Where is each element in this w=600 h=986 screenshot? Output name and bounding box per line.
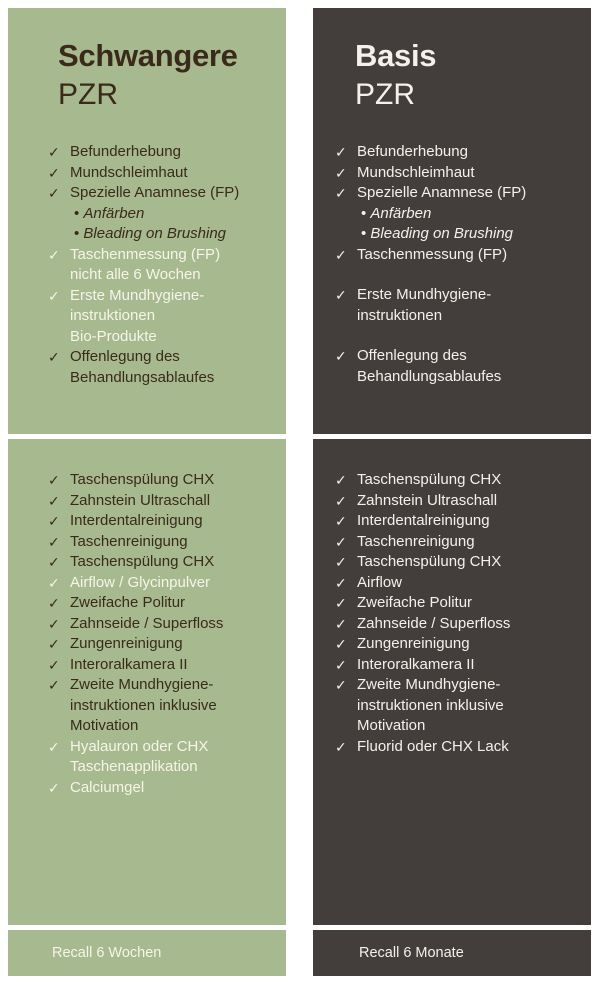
schwangere-initial-list <box>48 142 276 388</box>
list-item <box>335 532 581 553</box>
check-icon: ✓ <box>48 513 60 529</box>
item-text: Erste Mundhygiene- <box>70 286 205 304</box>
item-text: Taschenapplikation <box>70 758 198 775</box>
check-icon: ✓ <box>335 677 347 693</box>
item-text: Airflow <box>357 573 403 591</box>
item-text: Mundschleimhaut <box>357 163 475 181</box>
title-line2: PZR <box>58 78 118 111</box>
item-text: Zungenreinigung <box>357 635 470 652</box>
list-item <box>335 163 581 184</box>
schwangere-pzr-middle-panel <box>8 439 286 925</box>
item-text: Taschenreinigung <box>357 532 475 550</box>
item-text: instruktionen <box>70 307 156 324</box>
list-item <box>335 183 581 245</box>
list-item <box>48 511 276 532</box>
basis-treatment-list <box>335 470 581 757</box>
item-text: Motivation <box>357 717 426 734</box>
check-icon: ✓ <box>48 738 60 755</box>
item-text: nicht alle 6 Wochen <box>70 266 201 283</box>
check-icon: ✓ <box>335 554 347 570</box>
basis-pzr-top-panel <box>313 8 591 434</box>
check-icon: ✓ <box>48 185 60 201</box>
list-item <box>335 552 581 573</box>
item-text: Interdentalreinigung <box>70 512 203 529</box>
check-icon: ✓ <box>48 472 60 488</box>
item-text: Behandlungsablaufes <box>357 367 502 385</box>
basis-initial-list <box>335 142 581 387</box>
list-item <box>48 142 276 163</box>
check-icon: ✓ <box>48 656 60 673</box>
item-text: Taschenmessung (FP) <box>70 245 221 263</box>
list-item <box>48 286 276 348</box>
list-item <box>335 285 581 326</box>
item-text: Calciumgel <box>70 778 145 796</box>
list-item <box>335 655 581 676</box>
item-text: Zahnstein Ultraschall <box>70 491 211 509</box>
basis-pzr-middle-panel <box>313 439 591 925</box>
item-text: Mundschleimhaut <box>70 163 188 181</box>
check-icon: ✓ <box>335 287 347 303</box>
title-line1: Schwangere <box>58 38 238 73</box>
check-icon: ✓ <box>48 779 60 796</box>
item-text: Interoralkamera II <box>357 655 475 673</box>
list-item <box>48 470 276 491</box>
item-text: Taschenspülung CHX <box>357 553 502 570</box>
list-item <box>335 491 581 512</box>
item-text: Taschenspülung CHX <box>70 553 215 570</box>
check-icon: ✓ <box>48 349 60 365</box>
recall-label: Recall 6 Wochen <box>52 945 162 961</box>
list-item <box>335 634 581 655</box>
check-icon: ✓ <box>48 636 60 652</box>
item-text: Hyalauron oder CHX <box>70 737 209 755</box>
item-text: Motivation <box>70 717 139 734</box>
item-text: Spezielle Anamnese (FP) <box>70 184 240 201</box>
basis-recall-panel <box>313 930 591 976</box>
check-icon: ✓ <box>335 246 347 263</box>
list-item <box>335 675 581 737</box>
item-text: Fluorid oder CHX Lack <box>357 737 509 755</box>
check-icon: ✓ <box>335 513 347 529</box>
check-icon: ✓ <box>335 595 347 611</box>
list-item <box>48 163 276 184</box>
check-icon: ✓ <box>335 185 347 201</box>
check-icon: ✓ <box>48 246 60 263</box>
list-item <box>335 470 581 491</box>
list-item <box>48 614 276 635</box>
check-icon: ✓ <box>48 287 60 304</box>
check-icon: ✓ <box>48 677 60 693</box>
item-text: Zweifache Politur <box>357 594 473 611</box>
item-text: Behandlungsablaufes <box>70 368 215 386</box>
check-icon: ✓ <box>48 492 60 509</box>
title-line2: PZR <box>355 78 415 111</box>
item-text: Offenlegung des <box>357 347 467 364</box>
item-text: instruktionen inklusive <box>357 696 504 714</box>
list-item <box>48 347 276 388</box>
check-icon: ✓ <box>48 554 60 570</box>
item-text: Taschenspülung CHX <box>357 471 502 488</box>
check-icon: ✓ <box>335 574 347 591</box>
item-text: Offenlegung des <box>70 348 180 365</box>
item-text: Taschenmessung (FP) <box>357 245 508 263</box>
list-item <box>48 245 276 286</box>
schwangere-treatment-list <box>48 470 276 798</box>
schwangere-title <box>58 38 238 114</box>
sub-item-text: • Bleading on Brushing <box>357 224 581 245</box>
basis-title <box>355 38 436 114</box>
list-item <box>335 142 581 163</box>
list-item <box>335 737 581 758</box>
list-item <box>335 614 581 635</box>
check-icon: ✓ <box>48 615 60 632</box>
check-icon: ✓ <box>335 492 347 509</box>
schwangere-pzr-top-panel <box>8 8 286 434</box>
check-icon: ✓ <box>335 656 347 673</box>
check-icon: ✓ <box>335 348 347 364</box>
check-icon: ✓ <box>48 144 60 160</box>
item-text: Airflow / Glycinpulver <box>70 573 211 591</box>
list-item <box>48 183 276 245</box>
list-item <box>48 634 276 655</box>
title-line1: Basis <box>355 38 437 73</box>
item-text: instruktionen inklusive <box>70 696 217 714</box>
item-text: instruktionen <box>357 306 443 324</box>
check-icon: ✓ <box>335 615 347 632</box>
check-icon: ✓ <box>335 144 347 160</box>
item-text: Taschenspülung CHX <box>70 471 215 488</box>
check-icon: ✓ <box>335 738 347 755</box>
check-icon: ✓ <box>48 595 60 611</box>
item-text: Befunderhebung <box>357 143 468 160</box>
list-item <box>48 778 276 799</box>
check-icon: ✓ <box>335 472 347 488</box>
item-text: Interoralkamera II <box>70 655 188 673</box>
item-text: Zungenreinigung <box>70 635 183 652</box>
item-text: Erste Mundhygiene- <box>357 286 492 303</box>
check-icon: ✓ <box>335 164 347 181</box>
item-text: Taschenreinigung <box>70 532 188 550</box>
item-text: Bio-Produkte <box>70 327 157 345</box>
list-item <box>335 511 581 532</box>
recall-label: Recall 6 Monate <box>359 945 464 961</box>
list-item <box>335 573 581 594</box>
sub-item-text: • Anfärben <box>357 204 581 225</box>
item-text: Zweifache Politur <box>70 594 186 611</box>
list-item <box>48 532 276 553</box>
list-item <box>48 737 276 778</box>
check-icon: ✓ <box>335 636 347 652</box>
list-item <box>48 573 276 594</box>
item-text: Befunderhebung <box>70 143 181 160</box>
list-item <box>48 491 276 512</box>
sub-item-text: • Bleading on Brushing <box>70 224 276 245</box>
list-item <box>335 346 581 387</box>
item-text: Zweite Mundhygiene- <box>357 676 501 693</box>
item-text: Interdentalreinigung <box>357 512 490 529</box>
item-text: Zahnstein Ultraschall <box>357 491 498 509</box>
schwangere-recall-panel <box>8 930 286 976</box>
check-icon: ✓ <box>48 574 60 591</box>
list-item <box>335 245 581 266</box>
check-icon: ✓ <box>335 533 347 550</box>
list-item <box>335 593 581 614</box>
item-text: Zweite Mundhygiene- <box>70 676 214 693</box>
list-item <box>48 655 276 676</box>
list-item <box>48 593 276 614</box>
item-text: Spezielle Anamnese (FP) <box>357 184 527 201</box>
list-item <box>48 675 276 737</box>
item-text: Zahnseide / Superfloss <box>70 614 224 632</box>
check-icon: ✓ <box>48 164 60 181</box>
sub-item-text: • Anfärben <box>70 204 276 225</box>
list-item <box>48 552 276 573</box>
check-icon: ✓ <box>48 533 60 550</box>
item-text: Zahnseide / Superfloss <box>357 614 511 632</box>
